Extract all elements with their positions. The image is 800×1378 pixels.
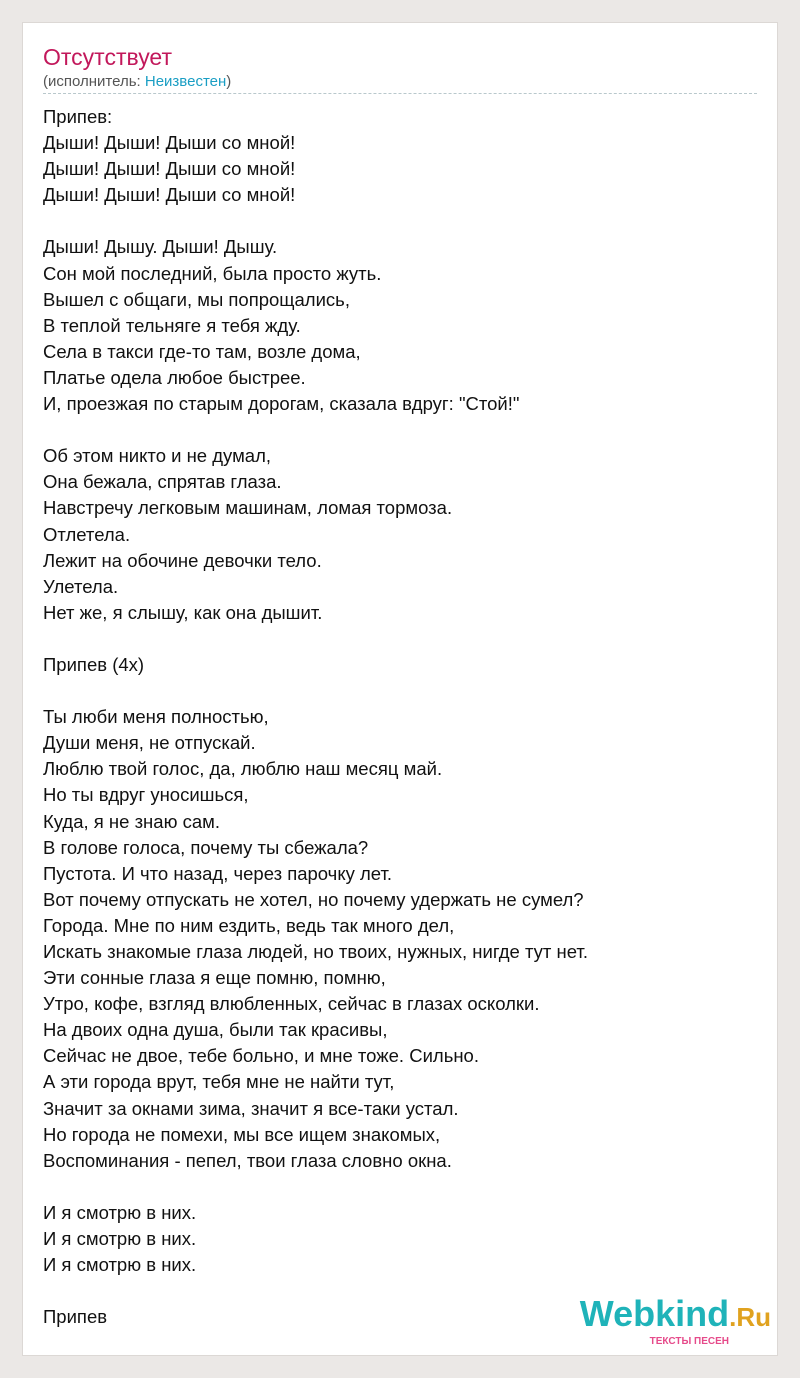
lyric-blank-line xyxy=(43,626,759,652)
lyrics-card xyxy=(22,22,778,1356)
lyric-line: Души меня, не отпускай. xyxy=(43,732,256,754)
lyric-line: Платье одела любое быстрее. xyxy=(43,366,306,388)
lyric-line: Навстречу легковым машинам, ломая тормоза. xyxy=(43,497,453,519)
title-divider xyxy=(43,93,757,94)
lyric-line: Дыши! Дыши! Дыши со мной! xyxy=(43,158,296,180)
lyric-line: Искать знакомые глаза людей, но твоих, нужных, нигде тут нет. xyxy=(43,941,588,962)
lyric-line: Дыши! Дышу. Дыши! Дышу. xyxy=(43,236,278,258)
lyric-line: Города. Мне по ним ездить, ведь так много дел, xyxy=(43,914,455,936)
lyric-line: Припев: xyxy=(43,106,113,127)
lyric-line: Припев xyxy=(43,1306,108,1328)
lyric-line: Пустота. И что назад, через парочку лет. xyxy=(43,862,393,884)
site-logo[interactable] xyxy=(580,1295,771,1347)
lyric-line: Дыши! Дыши! Дыши со мной! xyxy=(43,132,296,154)
lyric-line: Люблю твой голос, да, люблю наш месяц май. xyxy=(43,758,443,780)
lyric-line: И я смотрю в них. xyxy=(43,1254,197,1276)
lyric-line: Воспоминания - пепел, твои глаза словно окна. xyxy=(43,1149,452,1171)
lyric-line: Сейчас не двое, тебе больно, и мне тоже. Сильно. xyxy=(43,1045,479,1067)
lyric-line: Утро, кофе, взгляд влюбленных, сейчас в глазах осколки. xyxy=(43,993,540,1015)
lyric-line: Ты люби меня полностью, xyxy=(43,706,269,728)
artist-line xyxy=(43,73,231,91)
logo-tagline: ТЕКСТЫ ПЕСЕН xyxy=(649,1336,729,1347)
song-title: Отсутствует xyxy=(43,44,172,70)
lyric-line: Значит за окнами зима, значит я все-таки устал. xyxy=(43,1097,459,1119)
lyric-line: Сон мой последний, была просто жуть. xyxy=(43,262,382,284)
lyric-line: Вышел с общаги, мы попрощались, xyxy=(43,288,350,310)
lyric-blank-line xyxy=(43,678,759,704)
lyric-line: Нет же, я слышу, как она дышит. xyxy=(43,601,323,623)
lyric-line: Села в такси где-то там, возле дома, xyxy=(43,340,361,362)
lyric-line: Отлетела. xyxy=(43,523,131,545)
lyric-line: Но ты вдруг уносишься, xyxy=(43,784,249,806)
lyric-line: И я смотрю в них. xyxy=(43,1228,197,1250)
lyric-line: Эти сонные глаза я еще помню, помню, xyxy=(43,967,386,989)
logo-tld: .Ru xyxy=(729,1302,771,1332)
lyric-line: Куда, я не знаю сам. xyxy=(43,810,220,832)
lyric-line: Вот почему отпускать не хотел, но почему удержать не сумел? xyxy=(43,888,584,910)
lyrics-text xyxy=(43,104,759,1330)
lyric-line: Припев (4х) xyxy=(43,653,145,675)
logo-wordmark xyxy=(580,1295,771,1336)
lyric-blank-line xyxy=(43,417,759,443)
lyric-line: И, проезжая по старым дорогам, сказала вдруг: "Стой!" xyxy=(43,393,520,415)
lyric-blank-line xyxy=(43,208,759,234)
lyric-line: А эти города врут, тебя мне не найти тут, xyxy=(43,1071,395,1093)
lyric-line: И я смотрю в них. xyxy=(43,1201,197,1223)
lyric-line: На двоих одна душа, были так красивы, xyxy=(43,1019,388,1041)
lyric-blank-line xyxy=(43,1174,759,1200)
lyric-line: Но города не помехи, мы все ищем знакомых, xyxy=(43,1123,441,1145)
lyric-line: Она бежала, спрятав глаза. xyxy=(43,471,282,493)
lyric-line: Дыши! Дыши! Дыши со мной! xyxy=(43,184,296,206)
lyric-line: Лежит на обочине девочки тело. xyxy=(43,549,322,571)
lyric-line: В теплой тельняге я тебя жду. xyxy=(43,314,301,336)
lyric-line: В голове голоса, почему ты сбежала? xyxy=(43,836,369,858)
artist-link[interactable]: Неизвестен xyxy=(144,73,227,90)
artist-prefix: (исполнитель: xyxy=(43,73,145,90)
artist-suffix: ) xyxy=(226,73,232,90)
logo-name: Webkind xyxy=(579,1293,730,1334)
lyric-line: Улетела. xyxy=(43,575,119,597)
lyric-line: Об этом никто и не думал, xyxy=(43,445,272,467)
